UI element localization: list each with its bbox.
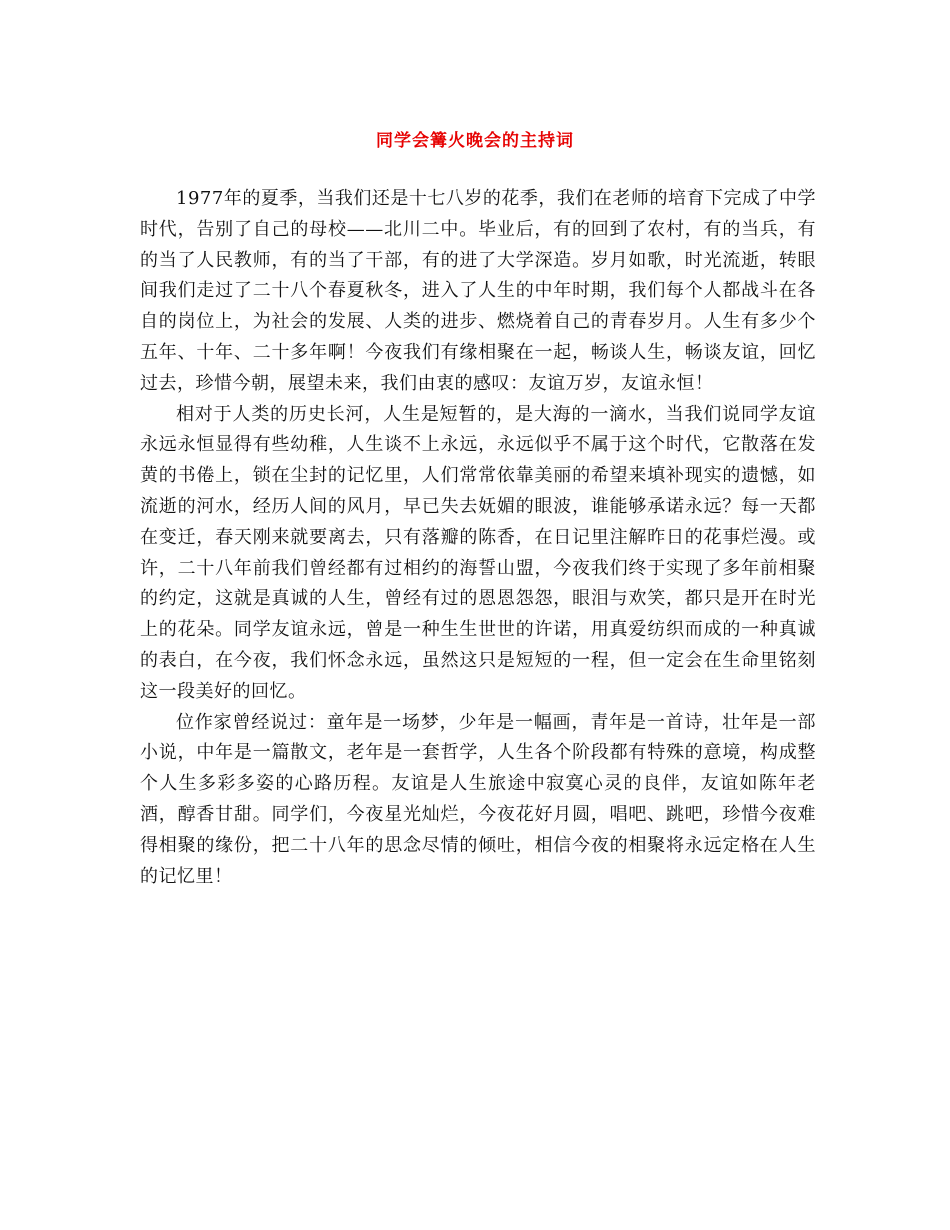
paragraph-1: 1977年的夏季，当我们还是十七八岁的花季，我们在老师的培育下完成了中学时代，告别了自己的母校——北川二中。毕业后，有的回到了农村，有的当兵，有的当了人民教师，有的当了干部，有的进了大学深造。岁月如歌，时光流逝，转眼间我们走过了二十八个春夏秋冬，进入了人生的中年时期，我们每个人都战斗在各自的岗位上，为社会的发展、人类的进步、燃烧着自己的青春岁月。人生有多少个五年、十年、二十多年啊！今夜我们有缘相聚在一起，畅谈人生，畅谈友谊，回忆过去，珍惜今朝，展望未来，我们由衷的感叹：友谊万岁，友谊永恒！: [140, 188, 816, 394]
document-body: [140, 184, 816, 892]
document-title: 同学会篝火晚会的主持词: [376, 131, 574, 151]
paragraph-2: 相对于人类的历史长河，人生是短暂的，是大海的一滴水，当我们说同学友谊永远永恒显得有些幼稚，人生谈不上永远，永远似乎不属于这个时代，它散落在发黄的书倦上，锁在尘封的记忆里，人们常常依靠美丽的希望来填补现实的遗憾，如流逝的河水，经历人间的风月，早已失去妩媚的眼波，谁能够承诺永远？每一天都在变迁，春天刚来就要离去，只有落瓣的陈香，在日记里注解昨日的花事烂漫。或许，二十八年前我们曾经都有过相约的海誓山盟，今夜我们终于实现了多年前相聚的约定，这就是真诚的人生，曾经有过的恩恩怨怨，眼泪与欢笑，都只是开在时光上的花朵。同学友谊永远，曾是一种生生世世的许诺，用真爱纺织而成的一种真诚的表白，在今夜，我们怀念永远，虽然这只是短短的一程，但一定会在生命里铭刻这一段美好的回忆。: [140, 403, 816, 702]
paragraph-3: 位作家曾经说过：童年是一场梦，少年是一幅画，青年是一首诗，壮年是一部小说，中年是一篇散文，老年是一套哲学，人生各个阶段都有特殊的意境，构成整个人生多彩多姿的心路历程。友谊是人生旅途中寂寞心灵的良伴，友谊如陈年老酒，醇香甘甜。同学们，今夜星光灿烂，今夜花好月圆，唱吧、跳吧，珍惜今夜难得相聚的缘份，把二十八年的思念尽情的倾吐，相信今夜的相聚将永远定格在人生的记忆里！: [140, 711, 816, 887]
